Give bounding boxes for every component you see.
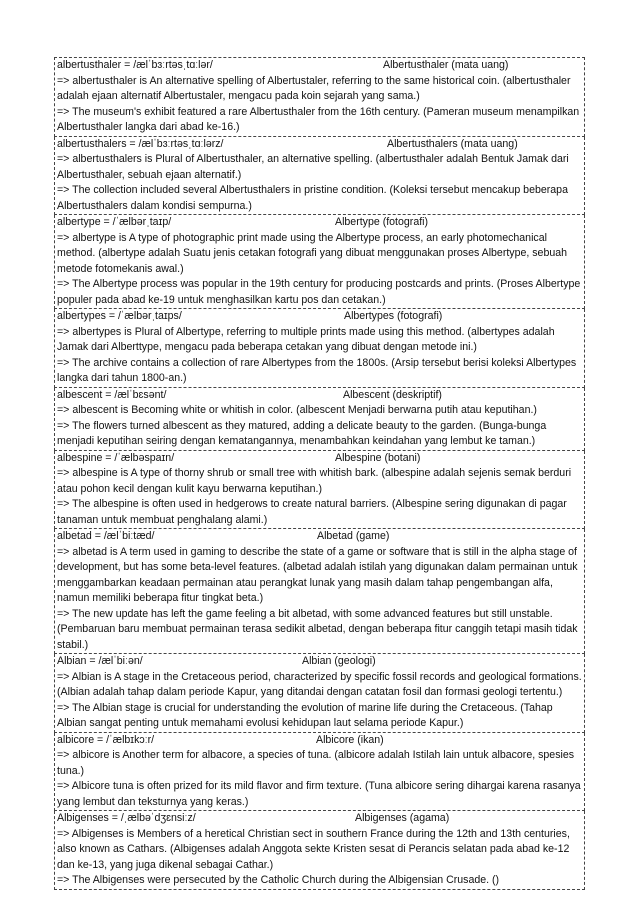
- entry-albigenses: [54, 811, 585, 890]
- entry-header: [57, 58, 582, 74]
- entry-definition: => albetad is A term used in gaming to describe the state of a game or software that is still in the alpha stage of development, but has some beta-level features. (albetad adalah istilah yang digunakan dalam permainan untuk menggambarkan keadaan permainan atau perangkat lunak yang masih dalam tahap pengembangan alfa, namun memiliki beberapa fitur tingkat beta.): [57, 545, 578, 604]
- entry-header: [57, 654, 582, 670]
- entry-translation: Albertype (fotografi): [335, 216, 429, 228]
- entry-term: albicore = /ˈælbɪkɔːr/: [57, 733, 155, 746]
- entry-example: => The Albigenses were persecuted by the Catholic Church during the Albigensian Crusade. (): [57, 874, 500, 886]
- entry-definition: => albertusthalers is Plural of Albertusthaler, an alternative spelling. (albertusthaler adalah Bentuk Jamak dari Albertusthaler, sebuah ejaan alternatif.): [57, 153, 569, 181]
- entry-albetad: [54, 529, 585, 654]
- entry-example: => Albicore tuna is often prized for its mild flavor and firm texture. (Tuna albicore sering dihargai karena rasanya yang lembut dan teksturnya yang keras.): [57, 780, 581, 808]
- entry-term: Albigenses = /ˌælbəˈdʒɛnsiːz/: [57, 812, 196, 824]
- entry-example: => The new update has left the game feeling a bit albetad, with some advanced features but still unstable. (Pembaruan baru membuat permainan terasa sedikit albetad, dengan beberapa fitur canggih tetapi masih tidak stabil.): [57, 607, 578, 651]
- entry-albertusthaler: [54, 57, 585, 137]
- entry-definition: => albicore is Another term for albacore, a species of tuna. (albicore adalah Istilah lain untuk albacore, spesies tuna.): [57, 749, 575, 777]
- entry-definition: => Albigenses is Members of a heretical Christian sect in southern France during the 12th and 13th centuries, also known as Cathars. (Albigenses adalah Anggota sekte Kristen sesat di Perancis selatan pada abad ke-12 dan ke-13, yang juga dikenal sebagai Cathar.): [57, 827, 570, 871]
- entry-definition: => albertusthaler is An alternative spelling of Albertustaler, referring to the same historical coin. (albertusthaler adalah ejaan alternatif Albertustaler, mengacu pada koin sejarah yang sama.): [57, 74, 571, 102]
- entry-translation: Albertusthalers (mata uang): [387, 137, 518, 150]
- entry-header: [57, 309, 582, 325]
- entry-example: => The albespine is often used in hedgerows to create natural barriers. (Albespine sering digunakan di pagar tanaman untuk membuat penghalang alami.): [57, 498, 567, 526]
- entry-header: [57, 733, 582, 749]
- entry-albicore: [54, 733, 585, 812]
- entry-albertusthalers: [54, 137, 585, 216]
- entry-translation: Albetad (game): [317, 530, 390, 542]
- entry-example: => The collection included several Albertusthalers in pristine condition. (Koleksi tersebut mencakup beberapa Albertusthalers dalam kondisi sempurna.): [57, 184, 568, 212]
- entry-albian: [54, 654, 585, 733]
- entry-term: albertusthalers = /ælˈbɜːrtəsˌtɑːlərz/: [57, 137, 224, 150]
- entry-translation: Albian (geologi): [302, 655, 376, 667]
- entry-term: albespine = /ˈælbəspaɪn/: [57, 451, 175, 464]
- entry-header: [57, 388, 582, 404]
- entry-translation: Albicore (ikan): [316, 733, 384, 746]
- entry-term: albescent = /ælˈbɛsənt/: [57, 388, 167, 401]
- dictionary-page: [54, 57, 585, 890]
- entry-definition: => albespine is A type of thorny shrub or small tree with whitish bark. (albespine adalah sejenis semak berduri atau pohon kecil dengan kulit kayu berwarna keputihan.): [57, 467, 572, 495]
- entry-term: albertype = /ˈælbərˌtaɪp/: [57, 216, 172, 228]
- entry-definition: => albescent is Becoming white or whitish in color. (albescent Menjadi berwarna putih atau keputihan.): [57, 404, 537, 416]
- entry-header: [57, 215, 582, 231]
- entry-example: => The museum's exhibit featured a rare Albertusthaler from the 16th century. (Pameran museum menampilkan Albertusthaler langka dari abad ke-16.): [57, 105, 580, 133]
- entry-translation: Albescent (deskriptif): [343, 388, 442, 401]
- entry-albertypes: [54, 309, 585, 388]
- entry-example: => The flowers turned albescent as they matured, adding a delicate beauty to the garden. (Bunga-bunga menjadi keputihan seiring dengan kematangannya, menambahkan keindahan yang lembut ke taman.): [57, 419, 547, 447]
- entry-translation: Albertusthaler (mata uang): [383, 59, 509, 71]
- entry-term: albetad = /ælˈbiːtæd/: [57, 530, 155, 542]
- entry-definition: => Albian is A stage in the Cretaceous period, characterized by specific fossil records and geological formations. (Albian adalah tahap dalam periode Kapur, yang ditandai dengan catatan fosil dan formasi geologi tertentu.): [57, 670, 582, 698]
- entry-header: [57, 137, 582, 153]
- entry-definition: => albertypes is Plural of Albertype, referring to multiple prints made using this method. (albertypes adalah Jamak dari Alberttype, mengacu pada beberapa cetakan yang dibuat dengan metode ini.): [57, 325, 555, 353]
- entry-translation: Albigenses (agama): [355, 812, 450, 824]
- entry-term: Albian = /ælˈbiːən/: [57, 655, 143, 667]
- entry-term: albertypes = /ˈælbərˌtaɪps/: [57, 310, 182, 322]
- entry-definition: => albertype is A type of photographic print made using the Albertype process, an early photomechanical method. (albertype adalah Suatu jenis cetakan fotografi yang dibuat menggunakan proses Albertype, sebuah metode fotomekanis awal.): [57, 231, 568, 275]
- entry-example: => The Albian stage is crucial for understanding the evolution of marine life during the Cretaceous. (Tahap Albian sangat penting untuk memahami evolusi kehidupan laut selama periode Kapur.): [57, 701, 553, 729]
- entry-translation: Albertypes (fotografi): [344, 310, 443, 322]
- entry-header: [57, 811, 582, 827]
- entry-header: [57, 529, 582, 545]
- entry-albespine: [54, 451, 585, 530]
- entry-example: => The archive contains a collection of rare Albertypes from the 1800s. (Arsip tersebut berisi koleksi Albertypes langka dari tahun 1800-an.): [57, 356, 577, 384]
- entry-translation: Albespine (botani): [335, 451, 421, 464]
- entry-example: => The Albertype process was popular in the 19th century for producing postcards and prints. (Proses Albertype populer pada abad ke-19 untuk menghasilkan kartu pos dan cetakan.): [57, 278, 581, 306]
- entry-albertype: [54, 215, 585, 309]
- entry-term: albertusthaler = /ælˈbɜːrtəsˌtɑːlər/: [57, 59, 213, 71]
- entry-albescent: [54, 388, 585, 451]
- entry-header: [57, 451, 582, 467]
